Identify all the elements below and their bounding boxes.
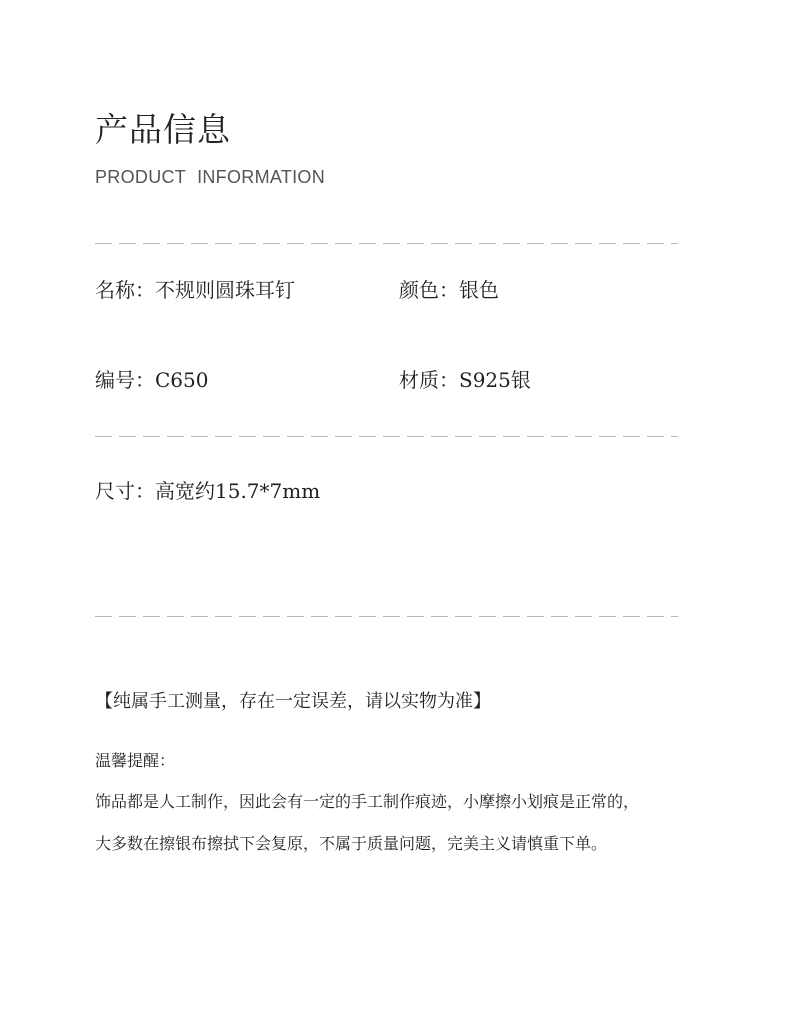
- dashed-divider: [95, 243, 678, 244]
- spec-code: 编号：C650: [95, 368, 209, 392]
- page-title-en: PRODUCT INFORMATION: [95, 167, 326, 187]
- spec-color: 颜色：银色: [399, 278, 499, 302]
- dashed-divider: [95, 436, 678, 437]
- dashed-divider: [95, 616, 678, 617]
- measurement-notice: 【纯属手工测量，存在一定误差，请以实物为准】: [95, 691, 491, 712]
- spec-material: 材质：S925银: [399, 368, 531, 392]
- tips-line: 大多数在擦银布擦拭下会复原，不属于质量问题，完美主义请慎重下单。: [95, 834, 608, 853]
- spec-size: 尺寸：高宽约15.7*7mm: [95, 479, 321, 503]
- tips-title: 温馨提醒：: [95, 751, 176, 770]
- tips-line: 饰品都是人工制作，因此会有一定的手工制作痕迹，小摩擦小划痕是正常的，: [95, 792, 640, 811]
- spec-name: 名称：不规则圆珠耳钉: [95, 278, 295, 302]
- page-title-cn: 产品信息: [95, 110, 231, 149]
